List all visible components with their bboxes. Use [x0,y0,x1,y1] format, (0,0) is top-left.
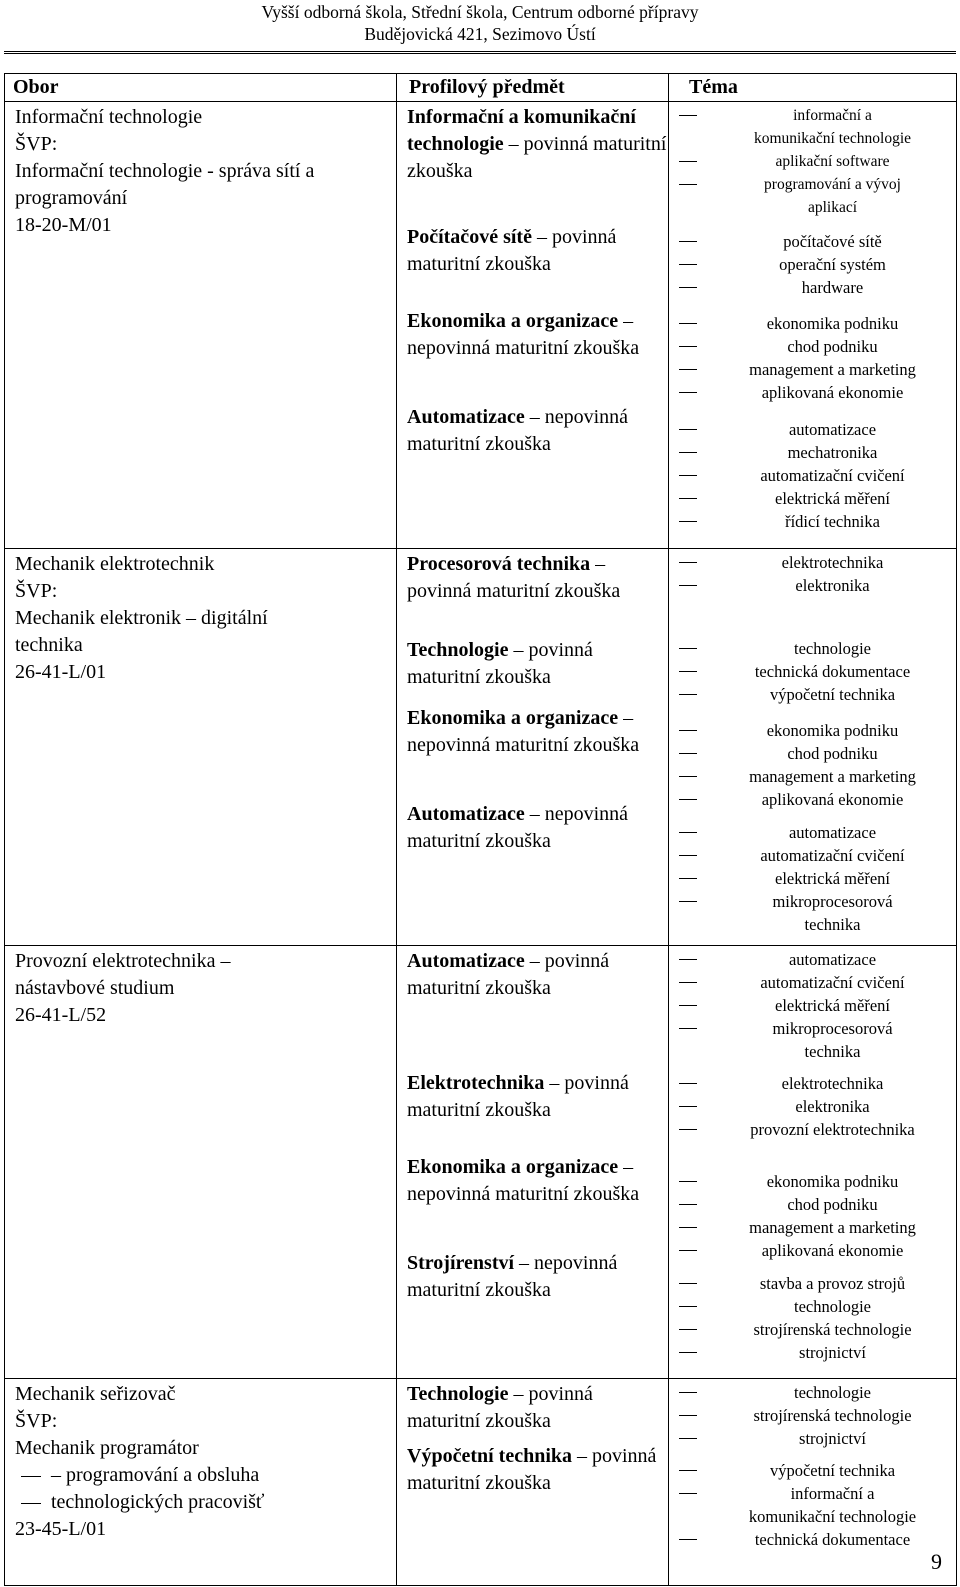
topic-group [669,1272,952,1372]
dash-bullet-icon [679,1493,697,1494]
topic-item [669,1239,952,1262]
topic-item [669,1318,952,1341]
dash-bullet-icon [679,959,697,960]
topic-text: management a marketing [749,1218,916,1237]
subject-block [407,948,668,1066]
topic-text: strojnictví [799,1343,866,1362]
topic-text: elektrotechnika [781,1074,884,1093]
subject-exam-type: – nepovinná maturitní zkouška [407,406,629,455]
dash-bullet-icon [679,1438,697,1439]
topic-item [669,1404,952,1427]
dash-bullet-icon [679,264,697,265]
topic-item [669,821,952,844]
table-row [5,1379,957,1586]
topic-group [669,948,952,1066]
topic-item [669,1017,952,1040]
subject-block [407,1250,668,1334]
topic-item [669,104,952,127]
obor-line: ŠVP: [15,580,58,602]
obor-line: 26-41-L/01 [15,661,107,683]
dash-bullet-icon [679,161,697,162]
topic-text: automatizační cvičení [760,466,905,485]
column-header-subject: Profilový předmět [397,74,669,102]
topic-item [669,150,952,173]
exam-subjects-table [4,73,957,1586]
column-header-obor: Obor [5,74,397,102]
dash-bullet-icon [679,1028,697,1029]
topic-text: elektrotechnika [781,553,884,572]
header-rule [4,51,956,54]
topic-text: informační a [793,107,872,124]
topic-text: stavba a provoz strojů [759,1274,906,1293]
dash-bullet-icon [679,1129,697,1130]
subject-exam-type: – nepovinná maturitní zkouška [407,1252,618,1301]
dash-bullet-icon [679,521,697,522]
topic-text: mikroprocesorová [772,1019,893,1038]
dash-bullet-icon [679,694,697,695]
topic-text: výpočetní technika [769,1461,896,1480]
topic-item [669,574,952,597]
dash-bullet-icon [679,1005,697,1006]
dash-bullet-icon [679,1329,697,1330]
topic-text: strojírenská technologie [753,1320,912,1339]
obor-cell [5,549,397,946]
topic-text: technická dokumentace [754,1530,911,1549]
topic-item [669,1482,952,1505]
topic-item [669,1295,952,1318]
subject-title: Výpočetní technika [407,1445,572,1467]
topic-text: provozní elektrotechnika [750,1120,915,1139]
topic-item [669,1216,952,1239]
obor-line: – programování a obsluha [15,1462,388,1489]
topic-text: aplikovaná ekonomie [761,790,904,809]
page-number: 9 [931,1549,942,1574]
obor-line: Mechanik programátor [15,1437,199,1459]
subject-title: Technologie [407,1383,509,1405]
obor-line: Mechanik elektronik – digitální [15,607,268,629]
table-row [5,549,957,946]
topic-item [669,312,952,335]
topic-group [669,230,952,306]
topic-text: elektrická měření [775,489,890,508]
subject-block [407,1070,668,1150]
obor-line: ŠVP: [15,133,58,155]
subject-exam-type: – nepovinná maturitní zkouška [407,707,640,756]
topic-item [669,765,952,788]
topic-text: aplikační software [775,153,890,170]
topic-text: automatizace [788,950,877,969]
topic-item [669,1341,952,1364]
subject-exam-type: – povinná maturitní zkouška [407,950,610,999]
topic-text: elektrická měření [775,869,890,888]
subject-title: Technologie [407,639,509,661]
obor-line: nástavbové studium [15,977,175,999]
dash-bullet-icon [679,323,697,324]
topic-item [669,844,952,867]
subject-exam-type: – povinná maturitní zkouška [407,1445,657,1494]
obor-line: Informační technologie - správa sítí a [15,160,315,182]
dash-bullet-icon [679,1306,697,1307]
topic-item [669,890,952,913]
topic-item [669,971,952,994]
subject-title: Ekonomika a organizace [407,1156,619,1178]
topic-group [669,104,952,224]
topic-item [669,867,952,890]
subject-block [407,801,668,911]
topic-item [669,1170,952,1193]
topic-group [669,1170,952,1266]
topic-item [669,994,952,1017]
dash-bullet-icon [679,1227,697,1228]
dash-bullet-icon [679,1539,697,1540]
dash-bullet-icon [679,287,697,288]
topic-item-continuation [669,196,952,219]
topic-item [669,1528,952,1551]
topic-item [669,637,952,660]
topic-item [669,948,952,971]
subject-block [407,551,668,633]
topic-item [669,381,952,404]
topic-item [669,253,952,276]
topic-item [669,551,952,574]
subject-block [407,1443,668,1563]
obor-line: programování [15,187,128,209]
topic-item [669,1118,952,1141]
topic-item-continuation [669,913,952,936]
subject-cell [397,1379,669,1586]
subject-block [407,404,668,514]
topic-item [669,660,952,683]
obor-line: 26-41-L/52 [15,1004,107,1026]
obor-line: ŠVP: [15,1410,58,1432]
dash-bullet-icon [679,1181,697,1182]
obor-line: Mechanik elektrotechnik [15,553,215,575]
topic-text: informační a [790,1484,875,1503]
topic-text: programování a vývoj [764,176,901,193]
topic-text: technika [804,915,861,934]
topic-text: aplikací [807,199,858,216]
topic-text: management a marketing [749,360,916,379]
subject-block [407,224,668,304]
subject-title: Procesorová technika [407,553,591,575]
subject-block [407,308,668,400]
topic-text: technologie [794,639,871,658]
obor-cell [5,946,397,1379]
dash-bullet-icon [679,184,697,185]
subject-exam-type: – nepovinná maturitní zkouška [407,310,640,359]
dash-bullet-icon [679,452,697,453]
subject-title: Automatizace [407,406,525,428]
subject-exam-type: – povinná maturitní zkouška [407,226,617,275]
topic-text: technologie [794,1383,871,1402]
dash-bullet-icon [679,1392,697,1393]
topic-text: počítačové sítě [783,232,882,251]
topic-group [669,1072,952,1164]
subject-title: Strojírenství [407,1252,515,1274]
topic-item-continuation [669,127,952,150]
topic-text: mikroprocesorová [772,892,893,911]
obor-line: Mechanik seřizovač [15,1383,176,1405]
topic-text: komunikační technologie [753,130,912,147]
topic-text: strojnictví [799,1429,866,1448]
topic-text: aplikovaná ekonomie [761,1241,904,1260]
topic-cell [669,549,957,946]
dash-bullet-icon [679,562,697,563]
subject-cell [397,102,669,549]
column-header-topic: Téma [669,74,957,102]
topic-group [669,637,952,713]
dash-bullet-icon [679,1204,697,1205]
table-row [5,946,957,1379]
dash-bullet-icon [679,855,697,856]
subject-exam-type: – povinná maturitní zkouška [407,639,593,688]
topic-group [669,418,952,542]
topic-text: elektrická měření [775,996,890,1015]
table-row [5,102,957,549]
topic-item [669,230,952,253]
dash-bullet-icon [679,369,697,370]
subject-block [407,637,668,701]
topic-item [669,441,952,464]
dash-bullet-icon [679,1250,697,1251]
dash-bullet-icon [679,753,697,754]
topic-text: ekonomika podniku [766,721,899,740]
obor-line: technologických pracovišť [15,1489,388,1516]
subject-title: Elektrotechnika [407,1072,545,1094]
topic-item [669,487,952,510]
topic-cell [669,946,957,1379]
subject-exam-type: – povinná maturitní zkouška [407,553,621,602]
topic-group [669,1459,952,1579]
dash-bullet-icon [679,799,697,800]
obor-line: 18-20-M/01 [15,214,112,236]
topic-item [669,1193,952,1216]
topic-item [669,742,952,765]
subject-cell [397,549,669,946]
topic-text: technická dokumentace [754,662,911,681]
dash-bullet-icon [679,585,697,586]
subject-block [407,1381,668,1439]
dash-bullet-icon [679,1470,697,1471]
subject-title: Informační a komunikační technologie [407,106,636,155]
topic-item [669,1459,952,1482]
subject-exam-type: – povinná maturitní zkouška [407,1383,593,1432]
dash-bullet-icon [679,878,697,879]
topic-text: ekonomika podniku [766,314,899,333]
dash-bullet-icon [679,498,697,499]
topic-text: technologie [794,1297,871,1316]
dash-bullet-icon [679,982,697,983]
topic-group [669,1381,952,1453]
topic-cell [669,102,957,549]
dash-bullet-icon [679,832,697,833]
topic-item [669,418,952,441]
dash-bullet-icon [679,730,697,731]
topic-text: chod podniku [787,744,878,763]
subject-exam-type: – povinná maturitní zkouška [407,1072,629,1121]
subject-block [407,705,668,797]
topic-text: elektronika [795,1097,870,1116]
subject-exam-type: – nepovinná maturitní zkouška [407,1156,640,1205]
obor-cell [5,1379,397,1586]
topic-item [669,719,952,742]
topic-text: chod podniku [787,337,878,356]
topic-group [669,719,952,815]
topic-item [669,335,952,358]
subject-title: Automatizace [407,803,525,825]
topic-item [669,1072,952,1095]
topic-text: automatizační cvičení [760,973,905,992]
dash-bullet-icon [679,1352,697,1353]
obor-line: Informační technologie [15,106,203,128]
dash-bullet-icon [679,475,697,476]
dash-bullet-icon [679,671,697,672]
subject-exam-type: – povinná maturitní zkouška [407,133,667,182]
topic-item [669,510,952,533]
topic-text: elektronika [795,576,870,595]
topic-item [669,683,952,706]
obor-line: Provozní elektrotechnika – [15,950,231,972]
topic-text: automatizační cvičení [760,846,905,865]
topic-group [669,551,952,631]
topic-group [669,821,952,939]
subject-block [407,104,668,220]
topic-text: výpočetní technika [769,685,896,704]
dash-bullet-icon [679,429,697,430]
topic-text: hardware [801,278,864,297]
topic-text: chod podniku [787,1195,878,1214]
topic-text: automatizace [788,823,877,842]
topic-item [669,464,952,487]
header-line-1: Vyšší odborná škola, Střední škola, Centrum odborné přípravy [261,2,699,22]
topic-item [669,1427,952,1450]
table-header-row [5,74,957,102]
dash-bullet-icon [679,1106,697,1107]
topic-item [669,1095,952,1118]
dash-bullet-icon [679,648,697,649]
topic-item [669,358,952,381]
topic-text: řídicí technika [785,512,880,531]
dash-bullet-icon [679,346,697,347]
topic-item [669,1272,952,1295]
subject-title: Automatizace [407,950,525,972]
obor-line: technika [15,634,83,656]
dash-bullet-icon [679,1415,697,1416]
dash-bullet-icon [679,776,697,777]
subject-exam-type: – nepovinná maturitní zkouška [407,803,629,852]
dash-bullet-icon [679,241,697,242]
subject-title: Ekonomika a organizace [407,707,619,729]
dash-bullet-icon [679,1083,697,1084]
subject-title: Počítačové sítě [407,226,532,248]
topic-text: mechatronika [787,443,878,462]
topic-text: operační systém [779,255,886,274]
subject-block [407,1154,668,1246]
dash-bullet-icon [679,901,697,902]
topic-text: ekonomika podniku [766,1172,899,1191]
topic-cell [669,1379,957,1586]
obor-line: 23-45-L/01 [15,1518,107,1540]
topic-text: management a marketing [749,767,916,786]
topic-text: automatizace [788,420,877,439]
obor-cell [5,102,397,549]
dash-bullet-icon [679,392,697,393]
header-line-2: Budějovická 421, Sezimovo Ústí [364,24,596,44]
topic-item [669,1381,952,1404]
topic-item [669,173,952,196]
topic-text: aplikovaná ekonomie [761,383,904,402]
topic-text: komunikační technologie [748,1507,917,1526]
subject-cell [397,946,669,1379]
subject-title: Ekonomika a organizace [407,310,619,332]
topic-item-continuation [669,1040,952,1063]
topic-text: strojírenská technologie [753,1406,912,1425]
document-header [0,0,960,45]
topic-group [669,312,952,412]
dash-bullet-icon [679,1283,697,1284]
topic-item [669,276,952,299]
topic-item-continuation [669,1505,952,1528]
topic-text: technika [804,1042,861,1061]
dash-bullet-icon [679,115,697,116]
topic-item [669,788,952,811]
